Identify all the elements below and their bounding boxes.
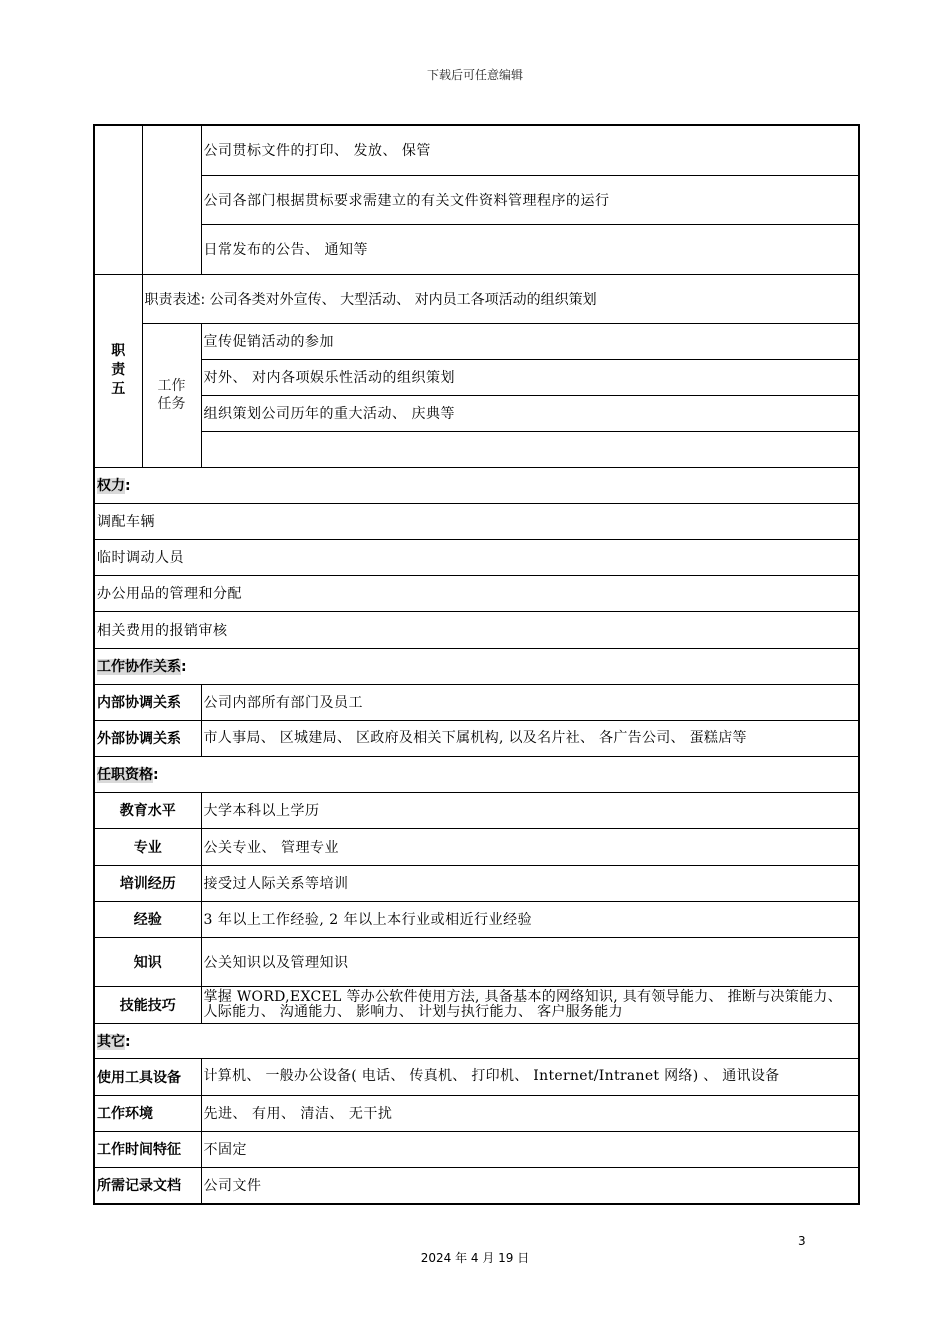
- internal-relation-label: 内部协调关系: [94, 684, 201, 720]
- duty-five-title-char: 五: [111, 381, 126, 397]
- internal-relation-value: 公司内部所有部门及员工: [201, 684, 859, 720]
- prev-duty-task: 日常发布的公告、 通知等: [201, 224, 859, 274]
- other-row: [94, 1131, 859, 1167]
- qualification-value: 公关知识以及管理知识: [201, 937, 859, 986]
- qualification-label-cell: 培训经历: [94, 865, 201, 901]
- authority-label: 权力: [97, 478, 125, 494]
- qualification-label-cell: 技能技巧: [94, 986, 201, 1023]
- duty-five-task-row: [94, 431, 859, 467]
- other-label-cell: 工作环境: [94, 1095, 201, 1131]
- qualification-value: 3 年以上工作经验, 2 年以上本行业或相近行业经验: [201, 901, 859, 937]
- duty-five-task: [201, 431, 859, 467]
- section-colon: :: [125, 1033, 131, 1050]
- authority-item: 办公用品的管理和分配: [94, 575, 859, 611]
- duty-five-task: 宣传促销活动的参加: [201, 323, 859, 359]
- duty-five-task-row: [94, 359, 859, 395]
- other-value: 不固定: [201, 1131, 859, 1167]
- external-relation-label: 外部协调关系: [94, 720, 201, 756]
- authority-item-row: [94, 575, 859, 611]
- other-value: 公司文件: [201, 1167, 859, 1204]
- relations-label: 工作协作关系: [97, 659, 181, 675]
- other-row: [94, 1058, 859, 1095]
- qualification-label-cell: 经验: [94, 901, 201, 937]
- duty-five-title-char: 责: [111, 362, 126, 378]
- duty-five-task-row: [94, 395, 859, 431]
- task-label-line: 工作: [157, 378, 186, 394]
- other-label: 其它: [97, 1033, 125, 1050]
- authority-item-row: [94, 611, 859, 648]
- other-value: 计算机、 一般办公设备( 电话、 传真机、 打印机、 Internet/Intranet 网络) 、 通讯设备: [201, 1058, 859, 1095]
- qualification-row: [94, 865, 859, 901]
- prev-duty-task: 公司贯标文件的打印、 发放、 保管: [201, 125, 859, 175]
- prev-duty-task-row: [94, 224, 859, 274]
- task-label: [142, 323, 201, 467]
- qualification-row: [94, 986, 859, 1023]
- prev-duty-title-cell: [94, 125, 142, 274]
- other-header-row: [94, 1023, 859, 1058]
- qualification-row: [94, 937, 859, 986]
- internal-relation-row: [94, 684, 859, 720]
- task-label-line: 任务: [157, 396, 186, 412]
- authority-item-row: [94, 539, 859, 575]
- authority-item: 相关费用的报销审核: [94, 611, 859, 648]
- header-note: 下载后可任意编辑: [426, 68, 523, 82]
- qualification-value: 掌握 WORD,EXCEL 等办公软件使用方法, 具备基本的网络知识, 具有领导能力、 推断与决策能力、 人际能力、 沟通能力、 影响力、 计划与执行能力、 客户服务能力: [201, 986, 859, 1023]
- section-colon: :: [153, 767, 159, 783]
- qualification-section-header: [94, 756, 859, 792]
- other-value: 先进、 有用、 清洁、 无干扰: [201, 1095, 859, 1131]
- qualification-header-row: [94, 756, 859, 792]
- external-relation-value: 市人事局、 区城建局、 区政府及相关下属机构, 以及名片社、 各广告公司、 蛋糕店等: [201, 720, 859, 756]
- other-row: [94, 1095, 859, 1131]
- qualification-label-cell: 教育水平: [94, 792, 201, 828]
- qualification-value: 大学本科以上学历: [201, 792, 859, 828]
- authority-item: 临时调动人员: [94, 539, 859, 575]
- duty-five-description: 职责表述: 公司各类对外宣传、 大型活动、 对内员工各项活动的组织策划: [142, 274, 859, 323]
- footer-date: 2024 年 4 月 19 日: [420, 1251, 530, 1265]
- other-label-cell: 使用工具设备: [94, 1058, 201, 1095]
- authority-item: 调配车辆: [94, 503, 859, 539]
- prev-duty-task-row: [94, 125, 859, 175]
- other-section-header: [94, 1023, 859, 1058]
- duty-five-task-row: [94, 323, 859, 359]
- prev-duty-task-label-cell: [142, 125, 201, 274]
- section-colon: :: [125, 478, 131, 494]
- qualification-label-cell: 知识: [94, 937, 201, 986]
- duty-five-task: 组织策划公司历年的重大活动、 庆典等: [201, 395, 859, 431]
- qualification-row: [94, 792, 859, 828]
- prev-duty-task-row: [94, 175, 859, 224]
- qualification-label: 任职资格: [97, 767, 153, 783]
- external-relation-row: [94, 720, 859, 756]
- other-label-cell: 工作时间特征: [94, 1131, 201, 1167]
- other-label-cell: 所需记录文档: [94, 1167, 201, 1204]
- duty-five-title-char: 职: [111, 343, 126, 359]
- duty-five-title: [94, 274, 142, 467]
- qualification-value: 公关专业、 管理专业: [201, 828, 859, 865]
- qualification-row: [94, 828, 859, 865]
- section-colon: :: [181, 659, 187, 675]
- page-number: 3: [798, 1234, 806, 1248]
- job-description-table: [93, 124, 860, 1205]
- relations-header-row: [94, 648, 859, 684]
- authority-section-header: [94, 467, 859, 503]
- prev-duty-task: 公司各部门根据贯标要求需建立的有关文件资料管理程序的运行: [201, 175, 859, 224]
- duty-five-description-row: [94, 274, 859, 323]
- authority-header-row: [94, 467, 859, 503]
- authority-item-row: [94, 503, 859, 539]
- other-row: [94, 1167, 859, 1204]
- relations-section-header: [94, 648, 859, 684]
- qualification-value: 接受过人际关系等培训: [201, 865, 859, 901]
- qualification-row: [94, 901, 859, 937]
- duty-five-task: 对外、 对内各项娱乐性活动的组织策划: [201, 359, 859, 395]
- qualification-label-cell: 专业: [94, 828, 201, 865]
